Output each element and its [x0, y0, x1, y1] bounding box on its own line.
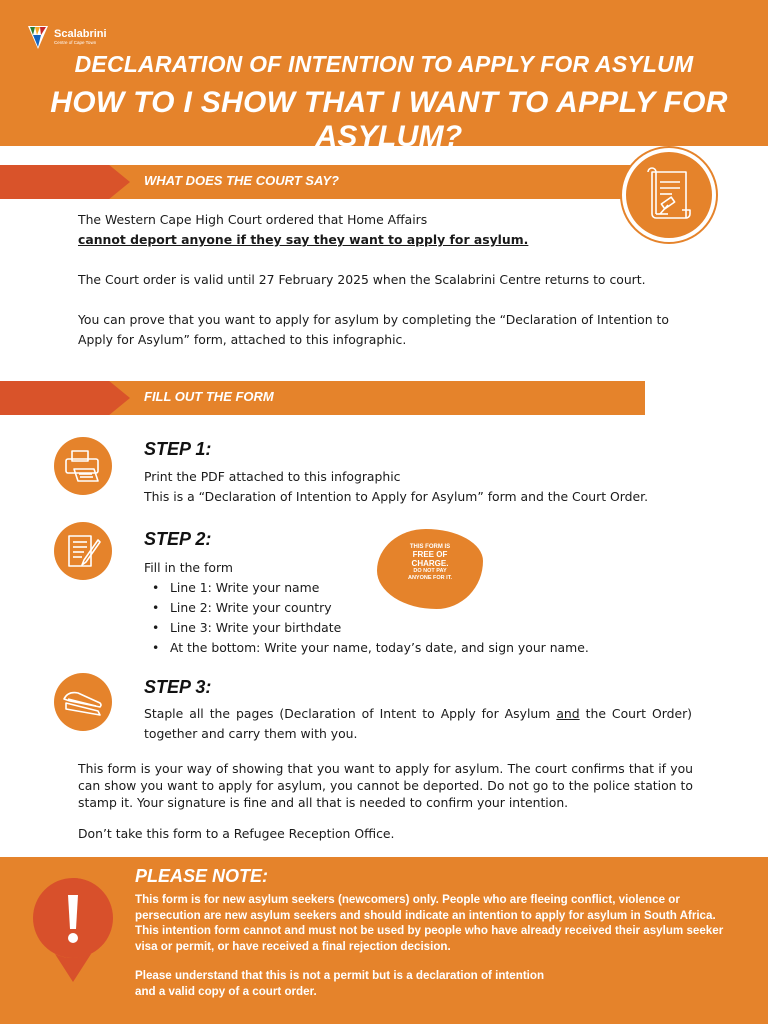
badge-line3: CHARGE. — [411, 559, 449, 568]
stapler-icon — [54, 673, 112, 731]
step3-text-and: and — [556, 706, 580, 721]
section-arrow — [0, 381, 130, 415]
list-item: • At the bottom: Write your name, today’s date, and sign your name. — [152, 638, 589, 658]
step2-intro: Fill in the form — [144, 560, 233, 575]
logo-name: Scalabrini — [54, 27, 107, 40]
note-paragraph-2 — [135, 968, 735, 999]
printer-icon — [54, 437, 112, 495]
step3-text-after: the Court Order) together and carry them with you. — [144, 706, 692, 741]
form-dont-paragraph: Don’t take this form to a Refugee Reception Office. — [78, 826, 395, 841]
step1-line2: This is a “Declaration of Intention to Apply for Asylum” form and the Court Order. — [144, 489, 649, 504]
court-paragraph-1 — [78, 210, 698, 250]
step2-title: STEP 2: — [144, 529, 212, 549]
header-banner — [0, 0, 768, 153]
list-item: • Line 2: Write your country — [152, 598, 589, 618]
page-title-line1: DECLARATION OF INTENTION TO APPLY FOR ASYLUM — [74, 51, 694, 77]
step1-title: STEP 1: — [144, 439, 212, 459]
court-paragraph-3: You can prove that you want to apply for asylum by completing the “Declaration of Intention to Apply for Asylum” form, attached to this infographic. — [78, 312, 669, 347]
list-item: • Line 3: Write your birthdate — [152, 618, 589, 638]
printer-icon-circle — [54, 437, 112, 495]
form-writing-icon — [54, 522, 112, 580]
court-p1-line2: cannot deport anyone if they say they want to apply for asylum. — [78, 232, 529, 247]
free-of-charge-badge — [377, 529, 483, 609]
form-icon-circle — [54, 522, 112, 580]
step1-text — [144, 467, 704, 507]
step3-text-before: Staple all the pages (Declaration of Intent to Apply for Asylum — [144, 706, 557, 721]
court-paragraph-2: The Court order is valid until 27 February 2025 when the Scalabrini Centre returns to court. — [78, 272, 646, 287]
badge-line2: FREE OF — [412, 550, 448, 559]
badge-line5: ANYONE FOR IT. — [407, 575, 452, 581]
step3-title: STEP 3: — [144, 677, 212, 697]
form-way-paragraph: This form is your way of showing that you want to apply for asylum. The court confirms that if you can show you want to apply for asylum, you cannot be deported. Do not go to the police station to stamp it. Your signature is fine and all that is needed to confirm your intention. — [78, 761, 693, 810]
list-item: • Line 1: Write your name — [152, 578, 589, 598]
section-bar-form — [0, 381, 645, 415]
section-arrow — [0, 165, 130, 199]
step2-bullet-list — [152, 578, 589, 658]
section-heading-court: WHAT DOES THE COURT SAY? — [144, 173, 339, 188]
exclamation-icon — [30, 875, 116, 985]
badge-line4: DO NOT PAY — [413, 568, 447, 574]
step1-line1: Print the PDF attached to this infographic — [144, 469, 401, 484]
note-p2-line1: Please understand that this is not a permit but is a declaration of intention — [135, 969, 545, 982]
court-p1-line1: The Western Cape High Court ordered that Home Affairs — [78, 212, 428, 227]
page-title-line2: HOW TO I SHOW THAT I WANT TO APPLY FOR ASYLUM? — [50, 86, 728, 153]
scalabrini-logo-icon — [26, 24, 50, 50]
badge-line1: THIS FORM IS — [409, 544, 451, 550]
section-heading-form: FILL OUT THE FORM — [144, 389, 274, 404]
logo-subtitle: Centre of Cape Town — [54, 39, 97, 45]
scalabrini-logo — [26, 24, 107, 50]
step3-text — [144, 704, 692, 744]
note-p2-line2: and a valid copy of a court order. — [135, 984, 317, 998]
note-title: PLEASE NOTE: — [135, 866, 269, 886]
stapler-icon-circle — [54, 673, 112, 731]
note-paragraph-1: This form is for new asylum seekers (newcomers) only. People who are fleeing conflict, violence or persecution are new asylum seekers and should indicate an intention to apply for asylum in South Africa. This intention form cannot and must not be used by people who have already received their asylum seeker visa or permit, or have received a final rejection decision. — [135, 893, 724, 953]
section-bar-court — [0, 165, 640, 199]
